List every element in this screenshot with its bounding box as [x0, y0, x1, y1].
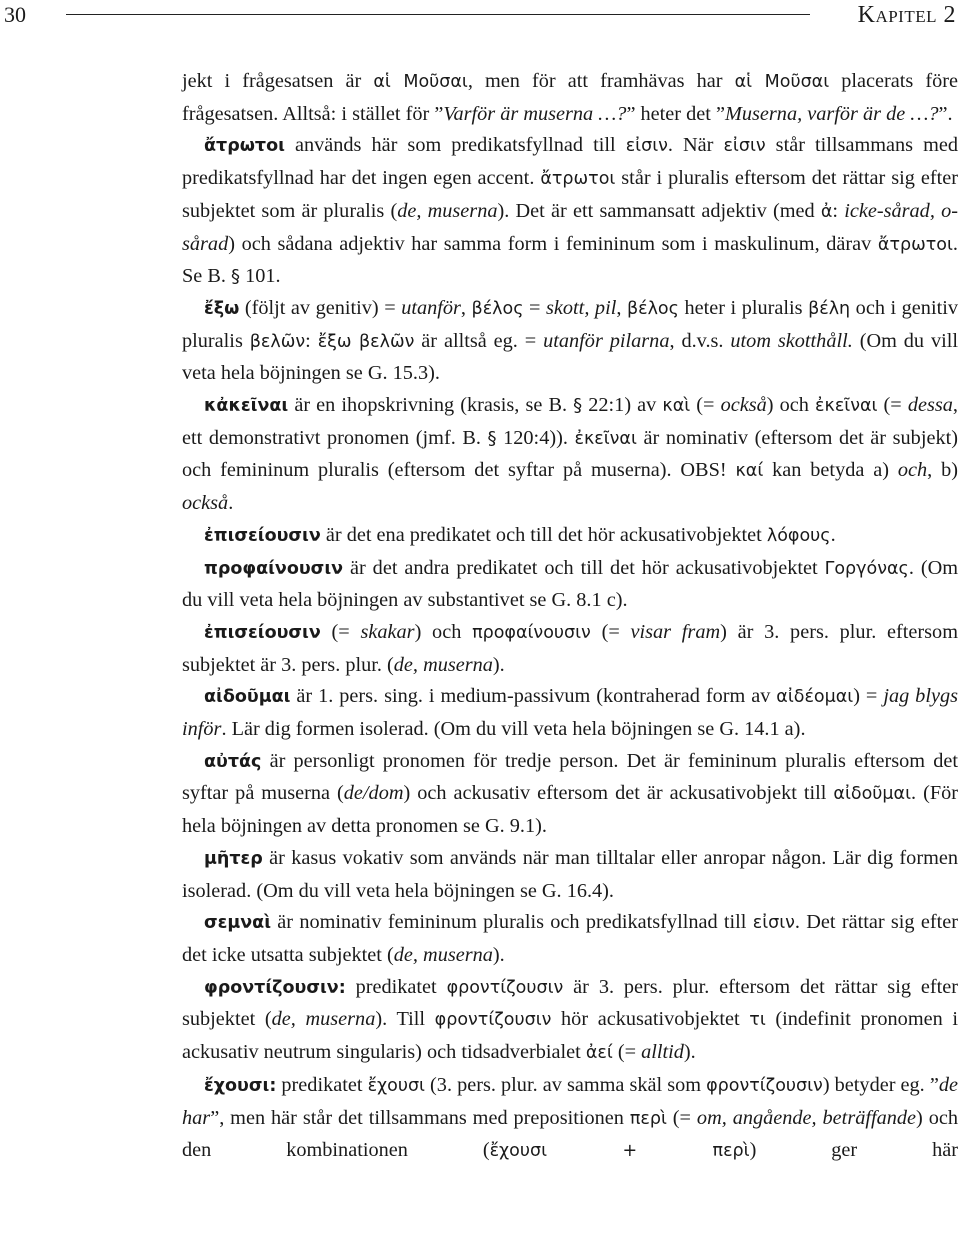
greek-text: φροντίζουσιν	[706, 1075, 823, 1096]
greek-term: ἔξω	[204, 298, 240, 319]
italic-text: om, angående, beträffande	[696, 1106, 917, 1129]
greek-term: ἐπισείουσιν	[204, 525, 321, 546]
text: står i pluralis eftersom det rättar sig efter subjektet som är pluralis (	[182, 167, 958, 222]
greek-term: ἔχουσι:	[204, 1075, 277, 1096]
italic-text: dessa	[907, 394, 953, 417]
italic-text: utanför pilarna	[543, 329, 670, 352]
section-sign: §	[487, 427, 497, 449]
greek-text: ἔξω βελῶν	[317, 331, 415, 352]
text: ) och	[414, 620, 473, 643]
paragraph	[182, 520, 958, 553]
text: är 1. pers. sing. i medium-passivum (kontraherad form av	[290, 685, 777, 708]
text: ,	[460, 296, 472, 319]
italic-text: de/dom	[343, 782, 404, 805]
text: 22:1) av	[582, 394, 663, 417]
paragraph	[182, 972, 958, 1070]
text: . Det rättar sig efter det icke utsatta subjektet (	[182, 911, 958, 966]
chapter-title: Kapitel 2	[857, 2, 956, 28]
text: predikatet	[276, 1073, 368, 1096]
text: . (Om du vill veta hela böjningen av substantivet se G. 8.1 c).	[182, 556, 958, 612]
text: ) och den kombinationen (	[182, 1106, 959, 1162]
text: :	[832, 199, 845, 222]
greek-text: ἄτρωτοι	[540, 169, 616, 190]
text: kan betyda a)	[763, 459, 898, 482]
page-body	[182, 66, 958, 1168]
italic-text: Varför är muserna …?	[443, 102, 627, 125]
text: (=	[690, 394, 721, 417]
greek-text: εἰσιν	[752, 913, 795, 934]
text: =	[523, 296, 547, 319]
text: (=	[666, 1106, 697, 1129]
greek-term: κἀκεῖναι	[204, 396, 289, 417]
italic-text: de, muserna	[393, 943, 493, 966]
italic-text: de, muserna	[393, 653, 493, 676]
greek-term: φροντίζουσιν:	[204, 977, 346, 998]
paragraph	[182, 681, 958, 745]
text: är alltså eg. =	[414, 329, 544, 352]
greek-text: αἰδοῦμαι	[833, 784, 911, 805]
text: (=	[612, 1041, 642, 1064]
text: , ett demonstrativt pronomen (jmf. B.	[182, 394, 958, 449]
greek-text: ἄτρωτοι	[877, 234, 953, 255]
italic-text: de har	[182, 1073, 958, 1129]
text: (=	[590, 620, 631, 643]
greek-text: βέλος	[471, 298, 524, 319]
text: ” heter det ”	[626, 102, 725, 125]
text: , d.v.s.	[669, 329, 731, 352]
greek-text: αἰδέομαι	[776, 687, 854, 708]
text: 120:4)).	[496, 426, 575, 449]
text: (=	[877, 394, 908, 417]
paragraph	[182, 390, 958, 520]
text: ”.	[938, 102, 953, 125]
paragraph	[182, 553, 958, 617]
text: används här som predikatsfyllnad till	[284, 134, 626, 157]
paragraph	[182, 1070, 958, 1168]
text: (3. pers. plur. av samma skäl som	[424, 1073, 707, 1096]
text: ).	[683, 1041, 696, 1064]
italic-text: alltid	[641, 1041, 684, 1064]
text: ”, men här står det tillsammans med prepositionen	[210, 1106, 630, 1129]
greek-term: ἐπισείουσιν	[204, 622, 321, 643]
text: . (För hela böjningen av detta pronomen se G. 9.1).	[182, 782, 958, 838]
text: ) är 3. pers. plur. eftersom subjektet är 3. pers. plur. (	[182, 620, 958, 676]
greek-text: αἱ Μοῦσαι	[373, 72, 468, 92]
text: .	[228, 492, 234, 515]
italic-text: utom skotthåll.	[730, 329, 853, 352]
italic-text: skakar	[360, 620, 415, 643]
text: ).	[492, 943, 505, 966]
paragraph	[182, 293, 958, 390]
greek-text: καὶ	[662, 396, 691, 417]
text: . När	[667, 134, 724, 157]
italic-text: icke-sårad, o-sårad	[182, 199, 958, 255]
greek-text: ἐκεῖναι	[574, 428, 637, 449]
text: (Om du vill veta hela böjningen se G. 15.3).	[182, 329, 958, 385]
text: är kasus vokativ som används när man tilltalar eller anropar någon. Lär dig formen isolerad. (Om du vill veta hela böjningen se G. 16.4).	[182, 846, 958, 902]
greek-text: ἔχουσι + περὶ	[489, 1141, 750, 1162]
greek-text: περὶ	[629, 1108, 667, 1129]
text: . Se B.	[182, 232, 958, 288]
text: är en ihopskrivning (krasis, se B.	[288, 394, 574, 417]
text: predikatet	[345, 975, 447, 998]
text: (indefinit pronomen i ackusativ neutrum singularis) och tidsadverbialet	[182, 1008, 959, 1064]
text: ) ger här	[749, 1139, 958, 1162]
text: , men för att framhävas har	[467, 70, 735, 92]
greek-text: βέλη	[808, 298, 851, 319]
greek-text: αἱ Μοῦσαι	[734, 72, 830, 92]
italic-text: och	[897, 459, 928, 482]
italic-text: jag blygs inför	[182, 685, 958, 741]
greek-text: Γοργόνας	[824, 558, 909, 579]
greek-text: ἔχουσι	[367, 1075, 425, 1096]
greek-text: ἀεί	[585, 1043, 613, 1064]
paragraph	[182, 907, 958, 971]
text: ) betyder eg. ”	[822, 1073, 939, 1096]
text: är nominativ (eftersom det är subjekt) och femininum pluralis (eftersom det syftar på muserna). OBS!	[182, 426, 958, 482]
text: (följt av genitiv) =	[239, 296, 402, 319]
text: och i genitiv pluralis	[182, 296, 958, 352]
greek-text: λόφους	[766, 525, 831, 546]
paragraph	[182, 130, 958, 293]
greek-text: βέλος	[626, 298, 679, 319]
text: ,	[616, 296, 627, 319]
greek-term: προφαίνουσιν	[204, 558, 344, 579]
text: är 3. pers. plur. eftersom det rättar sig efter subjektet (	[182, 975, 959, 1031]
section-sign: §	[573, 395, 583, 417]
greek-text: βελῶν	[249, 331, 306, 352]
italic-text: visar fram	[630, 620, 721, 643]
text: heter i pluralis	[678, 296, 809, 319]
italic-text: de, muserna	[271, 1008, 376, 1031]
text: placerats före frågesatsen. Alltså: i stället för ”	[182, 70, 958, 125]
text: .	[830, 523, 836, 546]
greek-term: αὐτάς	[204, 751, 262, 772]
italic-text: Muserna, varför är de …?	[724, 102, 939, 125]
text: ). Det är ett sammansatt adjektiv (med	[497, 199, 821, 222]
text: jekt i frågesatsen är	[182, 70, 374, 92]
paragraph	[182, 746, 958, 843]
italic-text: de, muserna	[397, 199, 498, 222]
greek-text: ἐκεῖναι	[815, 396, 878, 417]
header-rule	[66, 14, 810, 15]
greek-text: φροντίζουσιν	[434, 1010, 552, 1031]
greek-term: ἄτρωτοι	[204, 136, 285, 157]
text: ) och ackusativ eftersom det är ackusativobjekt till	[403, 782, 834, 805]
paragraph	[182, 66, 958, 130]
text: . Lär dig formen isolerad. (Om du vill veta hela böjningen se G. 14.1 a).	[221, 718, 806, 741]
paragraph	[182, 617, 958, 681]
text: , b)	[927, 459, 958, 482]
italic-text: skott, pil	[546, 296, 617, 319]
text: är nominativ femininum pluralis och predikatsfyllnad till	[271, 911, 753, 934]
text: (=	[320, 620, 361, 643]
text: ) =	[853, 685, 884, 708]
greek-text: καί	[735, 461, 764, 482]
text: 101.	[240, 265, 281, 288]
page-header	[0, 0, 960, 34]
greek-term: αἰδοῦμαι	[204, 687, 291, 708]
text: :	[305, 329, 318, 352]
greek-term: μῆτερ	[204, 848, 263, 869]
greek-term: σεμναὶ	[204, 913, 272, 934]
greek-text: εἰσιν	[625, 136, 668, 157]
greek-text: τι	[749, 1010, 766, 1031]
greek-text: φροντίζουσιν	[446, 977, 564, 998]
page-number: 30	[4, 2, 26, 27]
italic-text: utanför	[401, 296, 461, 319]
text: ) och sådana adjektiv har samma form i femininum som i maskulinum, därav	[228, 232, 878, 255]
italic-text: också	[720, 394, 767, 417]
text: är personligt pronomen för tredje person. Det är femininum pluralis eftersom det syftar på muserna (	[182, 749, 958, 805]
section-sign: §	[231, 266, 241, 288]
text: hör ackusativobjektet	[551, 1008, 750, 1031]
text: är det ena predikatet och till det hör ackusativobjektet	[320, 523, 767, 546]
text: ). Till	[375, 1008, 435, 1031]
italic-text: också	[182, 492, 229, 515]
greek-text: εἰσιν	[723, 136, 766, 157]
text: ) och	[766, 394, 816, 417]
text: ).	[492, 653, 505, 676]
text: står tillsammans med predikatsfyllnad har det ingen egen accent.	[182, 134, 958, 190]
greek-text: ἀ	[820, 201, 833, 222]
paragraph	[182, 843, 958, 907]
greek-text: προφαίνουσιν	[472, 622, 591, 643]
text: är det andra predikatet och till det hör ackusativobjektet	[343, 556, 825, 579]
